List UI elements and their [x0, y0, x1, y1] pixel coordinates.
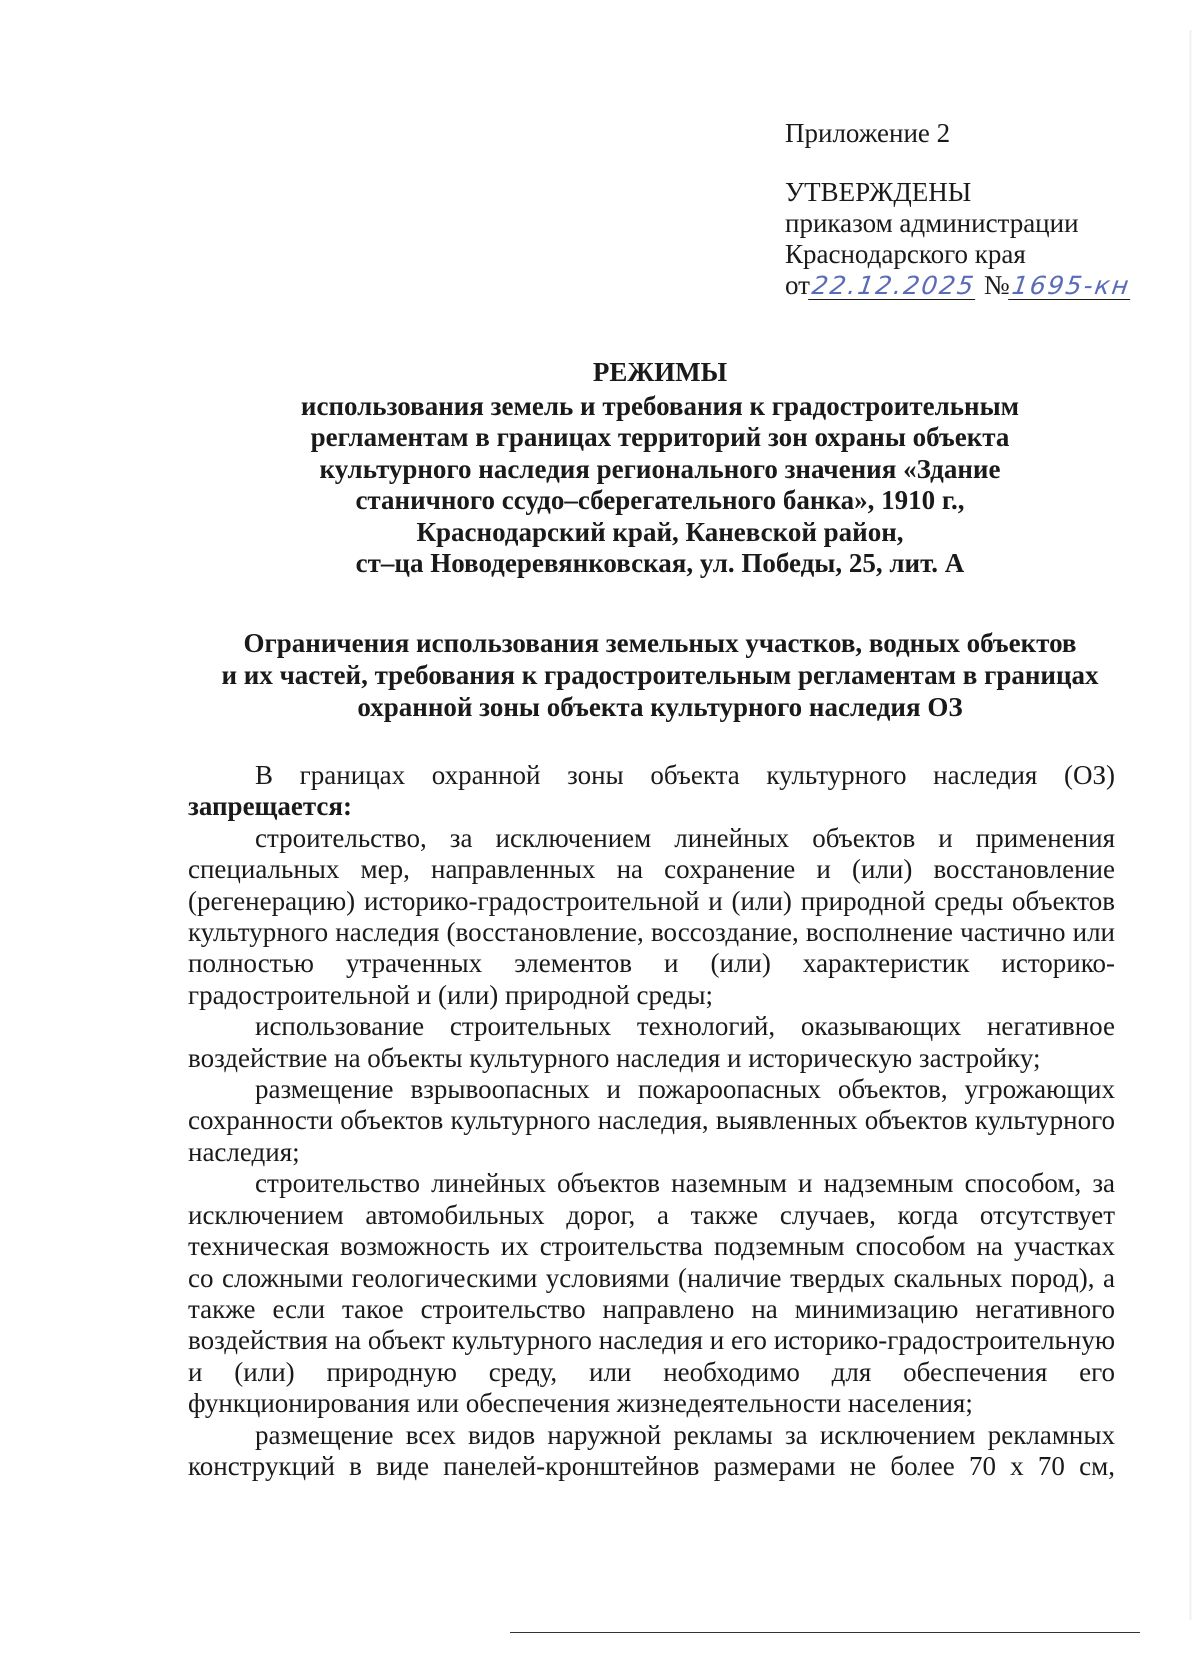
- prohibition-item: размещение взрывоопасных и пожароопасных объектов, угрожающих сохранности объектов культурного наследия, выявленных объектов культурного наследия;: [188, 1074, 1115, 1167]
- intro-paragraph: В границах охранной зоны объекта культурного наследия (ОЗ): [255, 760, 1115, 790]
- title-line: Краснодарский край, Каневской район,: [416, 516, 904, 547]
- prohibition-item: использование строительных технологий, оказывающих негативное воздействие на объекты культурного наследия и историческую застройку;: [188, 1011, 1115, 1073]
- title-line: использования земель и требования к градостроительным: [300, 390, 1020, 421]
- section-heading-line: охранной зоны объекта культурного наследия ОЗ: [357, 692, 963, 722]
- approval-block: [785, 118, 1132, 301]
- appendix-label: Приложение 2: [785, 118, 951, 148]
- prohibited-label: запрещается:: [188, 791, 353, 822]
- title-line: регламентам в границах территорий зон охраны объекта: [310, 422, 1010, 452]
- title-line: ст–ца Новодеревянковская, ул. Победы, 25, лит. А: [355, 548, 965, 578]
- prohibition-item: размещение всех видов наружной рекламы за исключением рекламных конструкций в виде панелей-кронштейнов размерами не более 70 х 70 см,: [188, 1419, 1115, 1481]
- footer-rule: [510, 1632, 1140, 1633]
- approval-line-1: приказом администрации: [785, 208, 1079, 238]
- title-line: станичного ссудо–сберегательного банка», 1910 г.,: [355, 485, 965, 515]
- prohibition-item: строительство, за исключением линейных объектов и применения специальных мер, направленных на сохранение и (или) восстановление (регенерацию) историко-градостроительной и (или) природной среды объектов культурного наследия (восстановление, воссоздание, восполнение частично или полностью утраченных элементов и (или) характеристик историко-градостроительной и (или) природной среды;: [188, 822, 1115, 1010]
- title-line: культурного наследия регионального значения «Здание: [319, 453, 1001, 484]
- handwritten-date: 22.12.2025: [810, 271, 978, 300]
- section-heading-line: Ограничения использования земельных участков, водных объектов: [243, 628, 1077, 658]
- date-prefix: от: [785, 270, 810, 300]
- section-heading: [190, 627, 1130, 723]
- number-prefix: №: [983, 270, 1010, 300]
- date-number-line: [785, 270, 1132, 301]
- handwritten-number: 1695-кн: [1009, 271, 1132, 300]
- approval-line-2: Краснодарского края: [785, 239, 1026, 269]
- prohibition-item: строительство линейных объектов наземным и надземным способом, за исключением автомобильных дорог, а также случаев, когда отсутствует техническая возможность их строительства подземным способом на участках со сложными геологическими условиями (наличие твердых скальных пород), а также если такое строительство направлено на минимизацию негативного воздействия на объект культурного наследия и его историко-градостроительную и (или) природную среду, или необходимо для обеспечения его функционирования или обеспечения жизнедеятельности населения;: [188, 1168, 1115, 1419]
- approved-label: УТВЕРЖДЕНЫ: [785, 177, 972, 207]
- document-title: [190, 357, 1130, 580]
- body-text: [188, 760, 1115, 1482]
- title-main: РЕЖИМЫ: [592, 357, 728, 387]
- section-heading-line: и их частей, требования к градостроительным регламентам в границах: [221, 660, 1099, 690]
- scan-edge-shadow: [1189, 30, 1192, 1620]
